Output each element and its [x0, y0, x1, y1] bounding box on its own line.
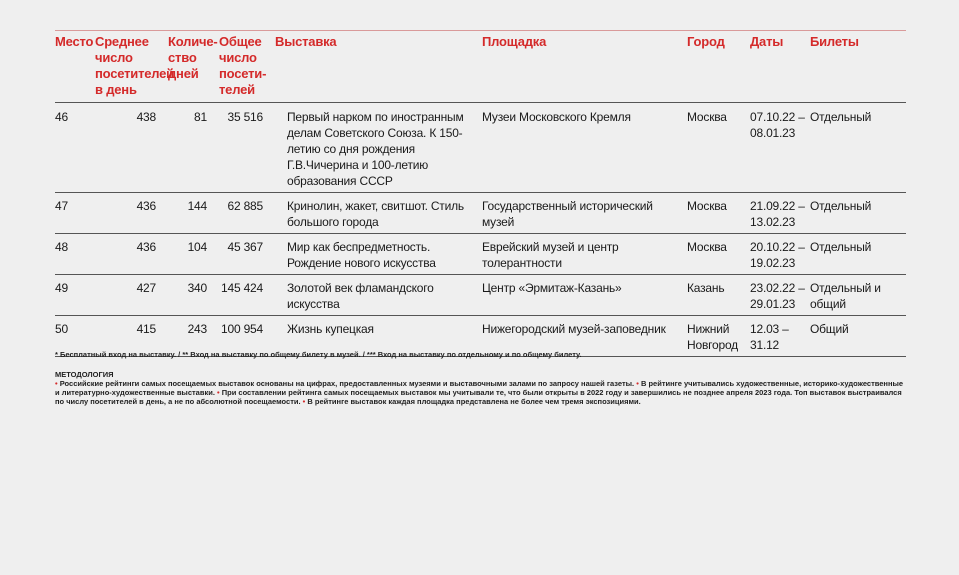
cell-avg-visitors: 415 [95, 316, 168, 357]
cell-venue: Нижегородский музей-заповедник [482, 316, 687, 357]
methodology-item: В рейтинге учитывались художественные, историко-художественные и литературно-художественные выставки. [55, 379, 904, 397]
cell-tickets: Отдельный [810, 193, 906, 234]
methodology-text [55, 379, 906, 406]
cell-tickets: Отдельный [810, 234, 906, 275]
cell-total-visitors: 35 516 [219, 103, 275, 193]
cell-exhibition: Золотой век фламандского искусства [275, 275, 482, 316]
table-row [55, 275, 906, 316]
methodology-title: МЕТОДОЛОГИЯ [55, 370, 114, 379]
cell-city: Москва [687, 103, 750, 193]
cell-avg-visitors: 436 [95, 234, 168, 275]
cell-total-visitors: 45 367 [219, 234, 275, 275]
rating-table [55, 31, 906, 357]
cell-avg-visitors: 427 [95, 275, 168, 316]
cell-avg-visitors: 438 [95, 103, 168, 193]
methodology-item: При составлении рейтинга самых посещаемых выставок мы учитывали те, что были открыты в 2022 году и завершились не позднее апреля 2023 года. Топ выставок выстраивался по числу посетителей в день, а не по абсолютной посещаемости. [55, 388, 902, 406]
cell-exhibition: Первый нарком по иностранным делам Советского Союза. К 150-летию со дня рождения Г.В.Чичерина и 100-летию образования СССР [275, 103, 482, 193]
header-total-visitors: Общее число посети-телей [219, 31, 275, 103]
cell-place: 47 [55, 193, 95, 234]
cell-tickets: Отдельный [810, 103, 906, 193]
cell-place: 50 [55, 316, 95, 357]
methodology-item: Российские рейтинги самых посещаемых выставок основаны на цифрах, предоставленных музеями и выставочными залами по запросу нашей газеты. [59, 379, 635, 388]
bullet-icon: • [302, 397, 306, 406]
header-days: Количе-ство дней [168, 31, 219, 103]
header-dates: Даты [750, 31, 810, 103]
header-tickets: Билеты [810, 31, 906, 103]
header-venue: Площадка [482, 31, 687, 103]
bullet-icon: • [217, 388, 220, 397]
cell-city: Москва [687, 234, 750, 275]
cell-dates: 07.10.22 – 08.01.23 [750, 103, 810, 193]
table-row [55, 103, 906, 193]
cell-tickets: Отдельный и общий [810, 275, 906, 316]
cell-venue: Центр «Эрмитаж-Казань» [482, 275, 687, 316]
cell-exhibition: Мир как беспредметность. Рождение нового искусства [275, 234, 482, 275]
table-header-row [55, 31, 906, 103]
cell-venue: Еврейский музей и центр толерантности [482, 234, 687, 275]
cell-avg-visitors: 436 [95, 193, 168, 234]
cell-place: 49 [55, 275, 95, 316]
cell-total-visitors: 100 954 [219, 316, 275, 357]
cell-total-visitors: 145 424 [219, 275, 275, 316]
cell-dates: 12.03 – 31.12 [750, 316, 810, 357]
cell-days: 340 [168, 275, 219, 316]
cell-city: Москва [687, 193, 750, 234]
cell-venue: Государственный исторический музей [482, 193, 687, 234]
cell-dates: 21.09.22 – 13.02.23 [750, 193, 810, 234]
cell-days: 243 [168, 316, 219, 357]
cell-days: 144 [168, 193, 219, 234]
header-city: Город [687, 31, 750, 103]
bullet-icon: • [55, 379, 58, 388]
cell-place: 46 [55, 103, 95, 193]
header-place: Место [55, 31, 95, 103]
table-row [55, 193, 906, 234]
cell-venue: Музеи Московского Кремля [482, 103, 687, 193]
bullet-icon: • [636, 379, 639, 388]
cell-exhibition: Кринолин, жакет, свитшот. Стиль большого города [275, 193, 482, 234]
cell-city: Нижний Новгород [687, 316, 750, 357]
cell-dates: 20.10.22 – 19.02.23 [750, 234, 810, 275]
header-exhibition: Выставка [275, 31, 482, 103]
cell-place: 48 [55, 234, 95, 275]
table-row [55, 234, 906, 275]
cell-dates: 23.02.22 – 29.01.23 [750, 275, 810, 316]
cell-days: 81 [168, 103, 219, 193]
footnote: * Бесплатный вход на выставку. / ** Вход на выставку по общему билету в музей. / *** Вход на выставку по отдельному и по общему билету. [55, 350, 582, 359]
cell-days: 104 [168, 234, 219, 275]
methodology-item: В рейтинге выставок каждая площадка представлена не более чем тремя экспозициями. [307, 397, 641, 406]
cell-tickets: Общий [810, 316, 906, 357]
cell-exhibition: Жизнь купецкая [275, 316, 482, 357]
cell-city: Казань [687, 275, 750, 316]
cell-total-visitors: 62 885 [219, 193, 275, 234]
header-avg-visitors: Среднее число посетителей в день [95, 31, 168, 103]
